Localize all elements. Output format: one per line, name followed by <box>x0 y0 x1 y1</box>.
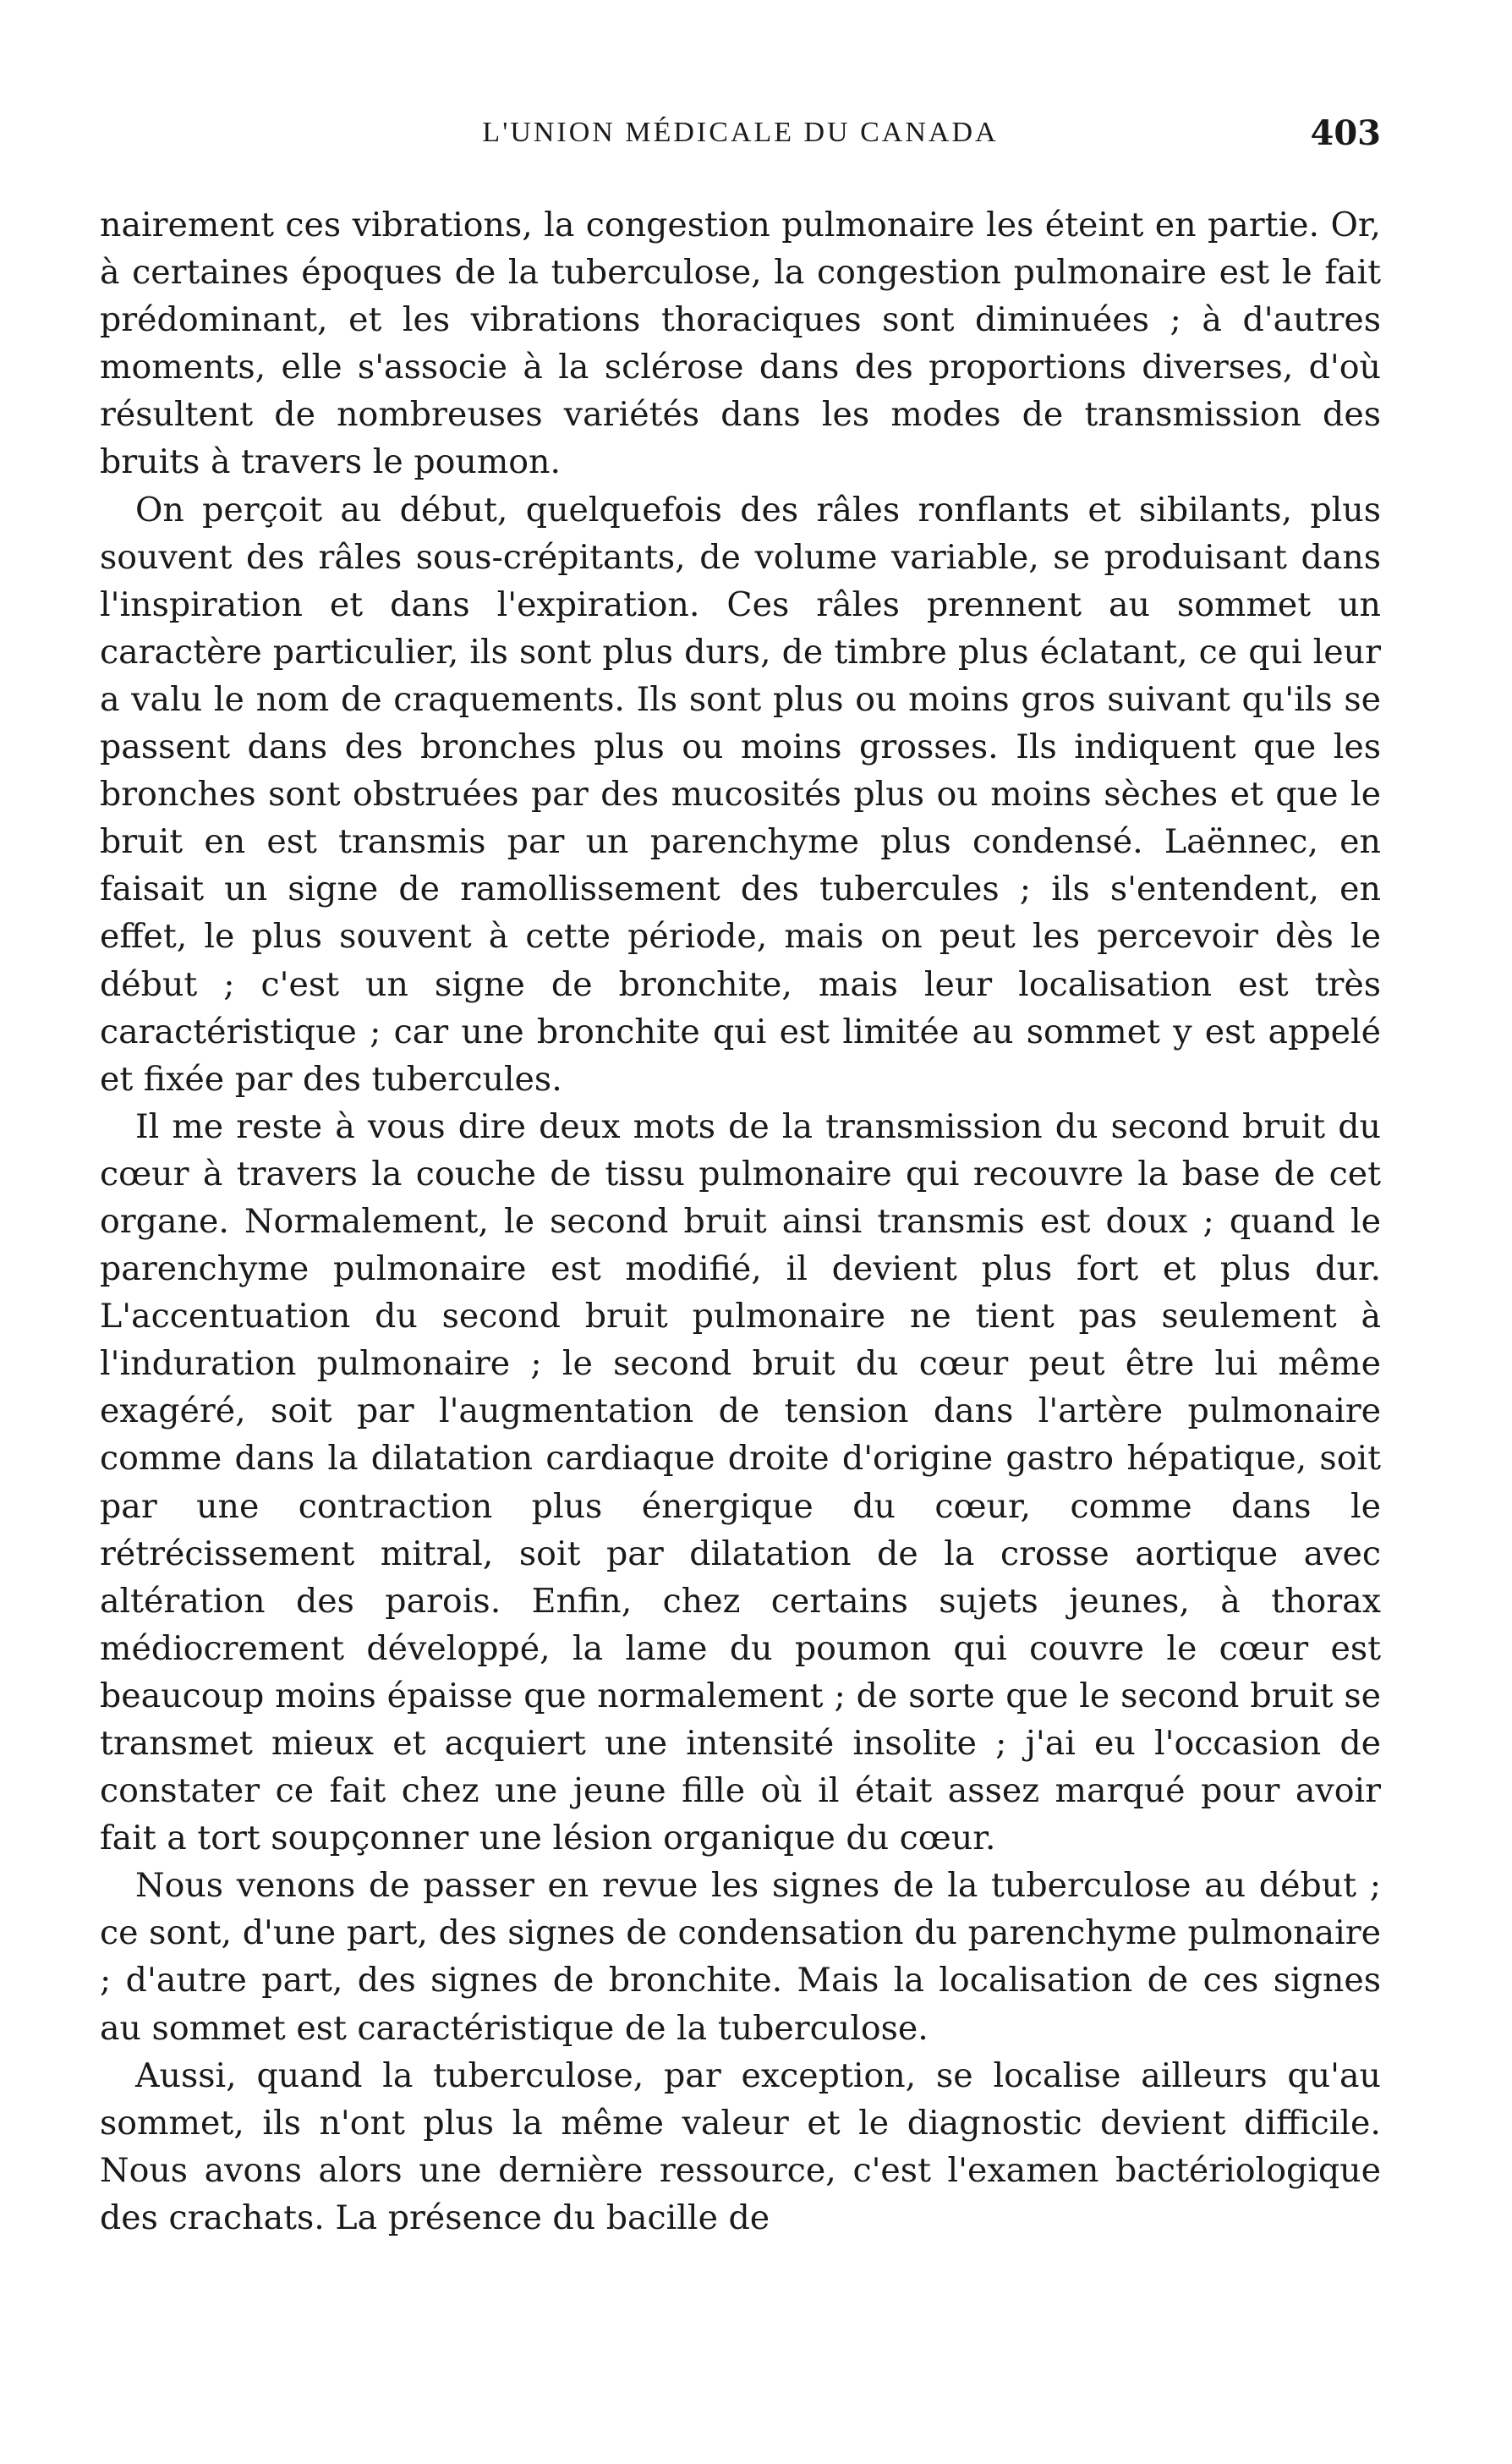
journal-title: L'UNION MÉDICALE DU CANADA <box>482 117 999 148</box>
paragraph: On perçoit au début, quelquefois des râles ronflants et sibilants, plus souvent des râles sous-crépitants, de volume variable, se produisant dans l'inspiration et dans l'expiration. Ces râles prennent au sommet un caractère particulier, ils sont plus durs, de timbre plus éclatant, ce qui leur a valu le nom de craquements. Ils sont plus ou moins gros suivant qu'ils se passent dans des bronches plus ou moins grosses. Ils indiquent que les bronches sont obstruées par des mucosités plus ou moins sèches et que le bruit en est transmis par un parenchyme plus condensé. Laënnec, en faisait un signe de ramollissement des tubercules ; ils s'entendent, en effet, le plus souvent à cette période, mais on peut les percevoir dès le début ; c'est un signe de bronchite, mais leur localisation est très caractéristique ; car une bronchite qui est limitée au sommet y est appelé et fixée par des tubercules. <box>100 490 1381 1099</box>
body-text <box>100 201 1381 2242</box>
paragraph: Nous venons de passer en revue les signes de la tuberculose au début ; ce sont, d'une part, des signes de condensation du parenchyme pulmonaire ; d'autre part, des signes de bronchite. Mais la localisation de ces signes au sommet est caractéristique de la tuberculose. <box>100 1866 1381 2048</box>
running-head <box>100 113 1381 159</box>
paragraph: nairement ces vibrations, la congestion pulmonaire les éteint en partie. Or, à certaines époques de la tuberculose, la congestion pulmonaire est le fait prédominant, et les vibrations thoraciques sont diminuées ; à d'autres moments, elle s'associe à la sclérose dans des proportions diverses, d'où résultent de nombreuses variétés dans les modes de transmission des bruits à travers le poumon. <box>100 206 1381 482</box>
page-number: 403 <box>1310 113 1381 153</box>
paragraph: Aussi, quand la tuberculose, par exception, se localise ailleurs qu'au sommet, ils n'ont plus la même valeur et le diagnostic devient difficile. Nous avons alors une dernière ressource, c'est l'examen bactériologique des crachats. La présence du bacille de <box>100 2055 1381 2237</box>
paragraph: Il me reste à vous dire deux mots de la transmission du second bruit du cœur à travers la couche de tissu pulmonaire qui recouvre la base de cet organe. Normalement, le second bruit ainsi transmis est doux ; quand le parenchyme pulmonaire est modifié, il devient plus fort et plus dur. L'accentuation du second bruit pulmonaire ne tient pas seulement à l'induration pulmonaire ; le second bruit du cœur peut être lui même exagéré, soit par l'augmentation de tension dans l'artère pulmonaire comme dans la dilatation cardiaque droite d'origine gastro hépatique, soit par une contraction plus énergique du cœur, comme dans le rétrécissement mitral, soit par dilatation de la crosse aortique avec altération des parois. Enfin, chez certains sujets jeunes, à thorax médiocrement développé, la lame du poumon qui couvre le cœur est beaucoup moins épaisse que normalement ; de sorte que le second bruit se transmet mieux et acquiert une intensité insolite ; j'ai eu l'occasion de constater ce fait chez une jeune fille où il était assez marqué pour avoir fait a tort soupçonner une lésion organique du cœur. <box>100 1106 1381 1858</box>
